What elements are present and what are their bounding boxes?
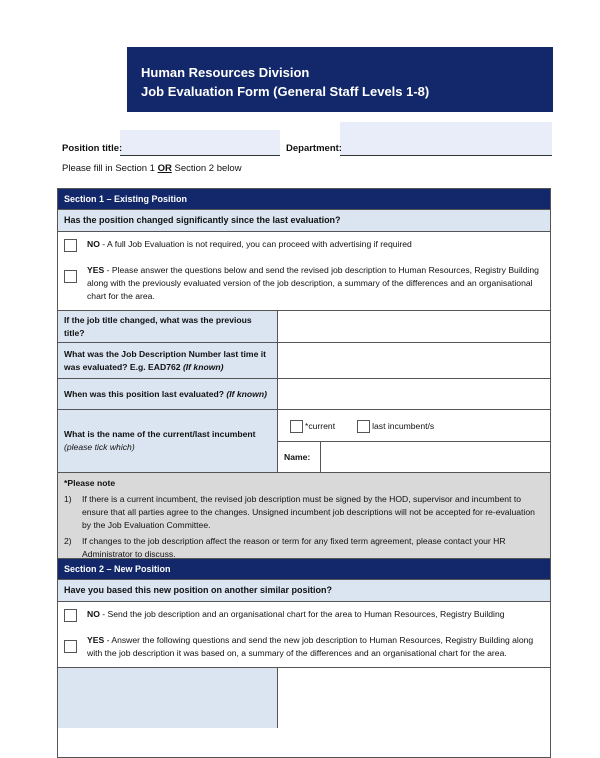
form-title: Job Evaluation Form (General Staff Levels 1-8) (141, 84, 430, 99)
jd-number-text: What was the Job Description Number last time it was evaluated? E.g. EAD762 (64, 348, 266, 372)
yes-text: - Please answer the questions below and send the revised job description to Human Resources, Registry Building along with the previously evaluated version of the job description, a summary of the differences and an organisational chart for the area. (87, 265, 539, 301)
note-item (64, 493, 544, 532)
last-known-text: (If known) (226, 388, 267, 399)
yes-checkbox[interactable] (64, 640, 77, 653)
jd-known-text: (If known) (182, 361, 224, 372)
incumbent-hint: (please tick which) (64, 442, 135, 452)
last-eval-text: When was this position last evaluated? (64, 388, 227, 399)
yes-label: YES (87, 635, 105, 645)
section2-yes-option (58, 628, 550, 667)
jd-number-label (58, 343, 278, 378)
last-eval-label (58, 379, 278, 409)
no-text: - Send the job description and an organisational chart for the area to Human Resources, Registry Building (99, 609, 505, 619)
jd-number-input[interactable] (278, 343, 550, 378)
section2-table (57, 558, 551, 758)
section1-table (57, 188, 551, 569)
prev-title-label: If the job title changed, what was the previous title? (58, 311, 278, 342)
yes-checkbox[interactable] (64, 270, 77, 283)
instruction-pre: Please fill in Section 1 (62, 163, 158, 174)
section1-title: Section 1 – Existing Position (58, 189, 550, 209)
no-text: - A full Job Evaluation is not required, you can proceed with advertising if required (99, 239, 412, 249)
section2-no-option (58, 601, 550, 628)
section2-question: Have you based this new position on another similar position? (58, 579, 550, 601)
note-text: If there is a current incumbent, the revised job description must be signed by the HOD, supervisor and incumbent to ensure that all parties agree to the changes. Unsigned incumbent job descriptions will not be accepted for re-evaluation by the Job Evaluation Committee. (82, 494, 535, 530)
name-label: Name: (278, 442, 321, 472)
no-checkbox[interactable] (64, 239, 77, 252)
section1-no-option (58, 231, 550, 258)
name-input[interactable] (321, 442, 550, 472)
instruction-post: Section 2 below (171, 163, 242, 174)
incumbent-label (58, 410, 278, 472)
yes-label: YES (87, 265, 105, 275)
section1-yes-option (58, 258, 550, 310)
note-number: 1) (64, 494, 72, 504)
note-text: If changes to the job description affect the reason or term for any fixed term agreement, please contact your HR Administrator to discuss. (82, 536, 506, 559)
last-incumbent-checkbox[interactable] (357, 420, 370, 433)
instruction-text (62, 163, 242, 174)
no-label: NO (87, 239, 100, 249)
section2-next-label (58, 668, 278, 728)
note-box (58, 472, 550, 568)
current-label: *current (305, 420, 336, 431)
division-title: Human Resources Division (141, 65, 310, 80)
current-checkbox[interactable] (290, 420, 303, 433)
form-header (127, 47, 553, 112)
prev-title-input[interactable] (278, 311, 550, 342)
last-incumbent-label: last incumbent/s (372, 420, 435, 431)
instruction-or: OR (157, 163, 172, 174)
incumbent-text: What is the name of the current/last incumbent (64, 429, 256, 439)
note-title: *Please note (64, 478, 116, 488)
last-eval-input[interactable] (278, 379, 550, 409)
department-input[interactable] (340, 122, 552, 156)
section1-question: Has the position changed significantly since the last evaluation? (58, 209, 550, 231)
position-title-label: Position title: (62, 143, 123, 154)
section2-next-input[interactable] (278, 668, 550, 728)
note-number: 2) (64, 536, 72, 546)
section2-title: Section 2 – New Position (58, 559, 550, 579)
yes-text: - Answer the following questions and send the new job description to Human Resources, Registry Building along with the job description it was based on, a summary of the differences and an organisational chart for the area. (87, 635, 534, 658)
no-checkbox[interactable] (64, 609, 77, 622)
position-title-input[interactable] (120, 130, 280, 156)
no-label: NO (87, 609, 100, 619)
department-label: Department: (286, 143, 342, 154)
